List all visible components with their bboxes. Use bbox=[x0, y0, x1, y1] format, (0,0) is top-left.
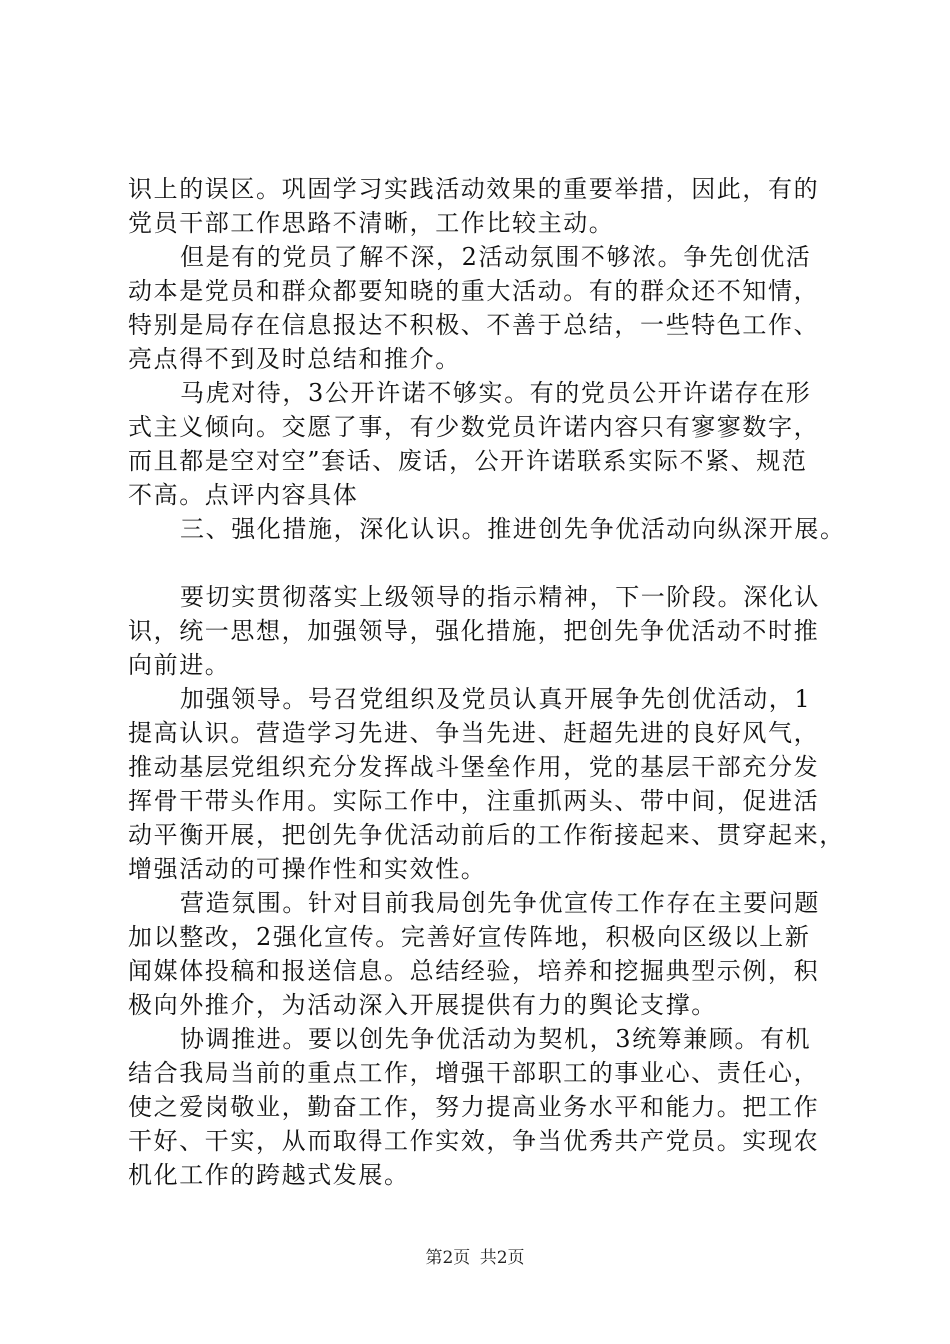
section-heading: 三、强化措施，深化认识。推进创先争优活动向纵深开展。 bbox=[180, 515, 846, 543]
text-line: 不高。点评内容具体 bbox=[128, 481, 359, 509]
document-body bbox=[128, 172, 848, 1192]
paragraph-start: 但是有的党员了解不深，2活动氛围不够浓。争先创优活 bbox=[180, 243, 812, 271]
text-line: 亮点得不到及时总结和推介。 bbox=[128, 345, 461, 373]
text-line: 加以整改，2强化宣传。完善好宣传阵地，积极向区级以上新 bbox=[128, 923, 811, 951]
text-line: 而且都是空对空”套话、废话，公开许诺联系实际不紧、规范 bbox=[128, 447, 808, 475]
paragraph-gap bbox=[128, 546, 848, 580]
text-line: 机化工作的跨越式发展。 bbox=[128, 1161, 410, 1189]
text-line: 识上的误区。巩固学习实践活动效果的重要举措，因此，有的 bbox=[128, 175, 820, 203]
text-line: 极向外推介，为活动深入开展提供有力的舆论支撑。 bbox=[128, 991, 717, 1019]
text-line: 挥骨干带头作用。实际工作中，注重抓两头、带中间，促进活 bbox=[128, 787, 820, 815]
text-line: 向前进。 bbox=[128, 651, 231, 679]
text-line: 动平衡开展，把创先争优活动前后的工作衔接起来、贯穿起来， bbox=[128, 821, 845, 849]
page-total: 共2页 bbox=[479, 1248, 525, 1268]
text-line: 结合我局当前的重点工作，增强干部职工的事业心、责任心， bbox=[128, 1059, 820, 1087]
text-line: 特别是局存在信息报达不积极、不善于总结，一些特色工作、 bbox=[128, 311, 820, 339]
text-line: 式主义倾向。交愿了事，有少数党员许诺内容只有寥寥数字， bbox=[128, 413, 820, 441]
page-number: 第2页 bbox=[425, 1248, 471, 1268]
paragraph-start: 马虎对待，3公开许诺不够实。有的党员公开许诺存在形 bbox=[180, 379, 812, 407]
paragraph-start: 营造氛围。针对目前我局创先争优宣传工作存在主要问题 bbox=[180, 889, 820, 917]
paragraph-start: 要切实贯彻落实上级领导的指示精神，下一阶段。深化认 bbox=[180, 583, 820, 611]
paragraph-start: 加强领导。号召党组织及党员认真开展争先创优活动，1 bbox=[180, 685, 812, 713]
text-line: 动本是党员和群众都要知晓的重大活动。有的群众还不知情， bbox=[128, 277, 820, 305]
page-footer bbox=[0, 1247, 950, 1269]
text-line: 使之爱岗敬业，勤奋工作，努力提高业务水平和能力。把工作 bbox=[128, 1093, 820, 1121]
text-line: 干好、干实，从而取得工作实效，争当优秀共产党员。实现农 bbox=[128, 1127, 820, 1155]
text-line: 增强活动的可操作性和实效性。 bbox=[128, 855, 487, 883]
paragraph-start: 协调推进。要以创先争优活动为契机，3统筹兼顾。有机 bbox=[180, 1025, 812, 1053]
text-line: 提高认识。营造学习先进、争当先进、赶超先进的良好风气， bbox=[128, 719, 820, 747]
text-line: 识，统一思想，加强领导，强化措施，把创先争优活动不时推 bbox=[128, 617, 820, 645]
text-line: 党员干部工作思路不清晰，工作比较主动。 bbox=[128, 209, 615, 237]
text-line: 闻媒体投稿和报送信息。总结经验，培养和挖掘典型示例，积 bbox=[128, 957, 820, 985]
text-line: 推动基层党组织充分发挥战斗堡垒作用，党的基层干部充分发 bbox=[128, 753, 820, 781]
